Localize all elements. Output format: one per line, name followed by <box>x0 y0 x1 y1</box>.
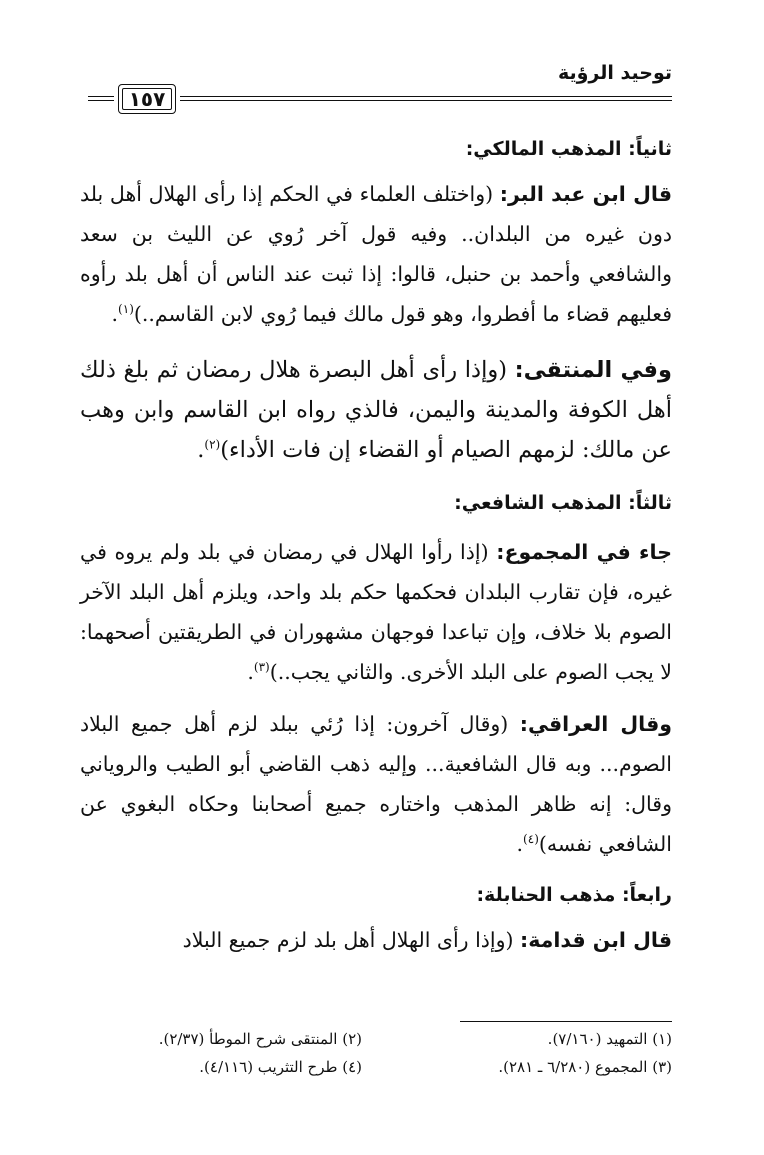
paragraph-text: (وإذا رأى أهل البصرة هلال رمضان ثم بلغ ذلك أهل الكوفة والمدينة واليمن، فالذي رواه ابن القاسم وابن وهب عن مالك: لزمهم الصيام أو القضاء إن فات الأداء) <box>80 357 672 463</box>
section-heading-maliki: ثانياً: المذهب المالكي: <box>465 138 672 160</box>
paragraph-end: . <box>197 437 205 463</box>
paragraph-end: . <box>247 660 254 684</box>
running-title: توحيد الرؤية <box>557 62 672 84</box>
paragraph-al-muntaqa <box>80 350 672 470</box>
paragraph-ibn-qudama <box>80 920 672 960</box>
paragraph-end: . <box>516 832 524 856</box>
paragraph-ibn-abd-al-barr <box>80 174 672 334</box>
paragraph-text: (واختلف العلماء في الحكم إذا رأى الهلال أهل بلد دون غيره من البلدان.. وفيه قول آخر رُوي عن الليث بن سعد والشافعي وأحمد بن حنبل، قالوا: إذا ثبت عند الناس أن أهل بلد رأوه فعليهم قضاء ما أفطروا، وهو قول مالك فيما رُوي لابن القاسم..) <box>80 182 672 326</box>
paragraph-lead: جاء في المجموع: <box>496 540 672 564</box>
paragraph-lead: وفي المنتقى: <box>514 357 672 383</box>
paragraph-al-majmu <box>80 532 672 692</box>
paragraph-text: (وإذا رأى الهلال أهل بلد لزم جميع البلاد <box>182 928 521 952</box>
paragraph-text: (إذا رأوا الهلال في رمضان في بلد ولم يروه في غيره، فإن تقارب البلدان فحكمها حكم بلد واحد، ويلزم أهل البلد الآخر الصوم بلا خلاف، وإن تباعدا فوجهان مشهوران في الطريقتين أصحهما: لا يجب الصوم على البلد الأخرى. والثاني يجب..) <box>80 540 672 684</box>
footnote-1: (١) التمهيد (٧/١٦٠). <box>547 1030 672 1048</box>
footnote-2: (٢) المنتقى شرح الموطأ (٢/٣٧). <box>158 1030 362 1048</box>
section-heading-hanbali: رابعاً: مذهب الحنابلة: <box>476 884 672 906</box>
footnote-4: (٤) طرح التثريب (٤/١١٦). <box>199 1058 362 1076</box>
footnote-ref-3[interactable]: (٣) <box>253 660 270 675</box>
paragraph-lead: قال ابن قدامة: <box>520 928 672 952</box>
paragraph-lead: قال ابن عبد البر: <box>499 182 672 206</box>
paragraph-text: (وقال آخرون: إذا رُئي ببلد لزم أهل جميع البلاد الصوم... وبه قال الشافعية... وإليه ذهب القاضي أبو الطيب والروياني وقال: إنه ظاهر المذهب واختاره جميع أصحابنا وحكاه البغوي عن الشافعي نفسه) <box>80 712 672 856</box>
footnote-rule <box>460 1021 672 1022</box>
main-text <box>80 128 672 960</box>
header-rule <box>180 96 672 101</box>
footnote-3: (٣) المجموع (٦/٢٨٠ ـ ٢٨١). <box>498 1058 672 1076</box>
footnote-ref-2[interactable]: (٢) <box>204 437 221 452</box>
paragraph-end: . <box>111 302 119 326</box>
paragraph-lead: وقال العراقي: <box>519 712 672 736</box>
footnote-ref-1[interactable]: (١) <box>118 302 134 317</box>
header-rule-short <box>88 96 114 101</box>
paragraph-al-iraqi <box>80 704 672 864</box>
footnote-ref-4[interactable]: (٤) <box>523 832 539 847</box>
page-number-text: ١٥٧ <box>128 87 166 111</box>
page-number <box>118 84 176 114</box>
section-heading-shafii: ثالثاً: المذهب الشافعي: <box>454 492 672 514</box>
